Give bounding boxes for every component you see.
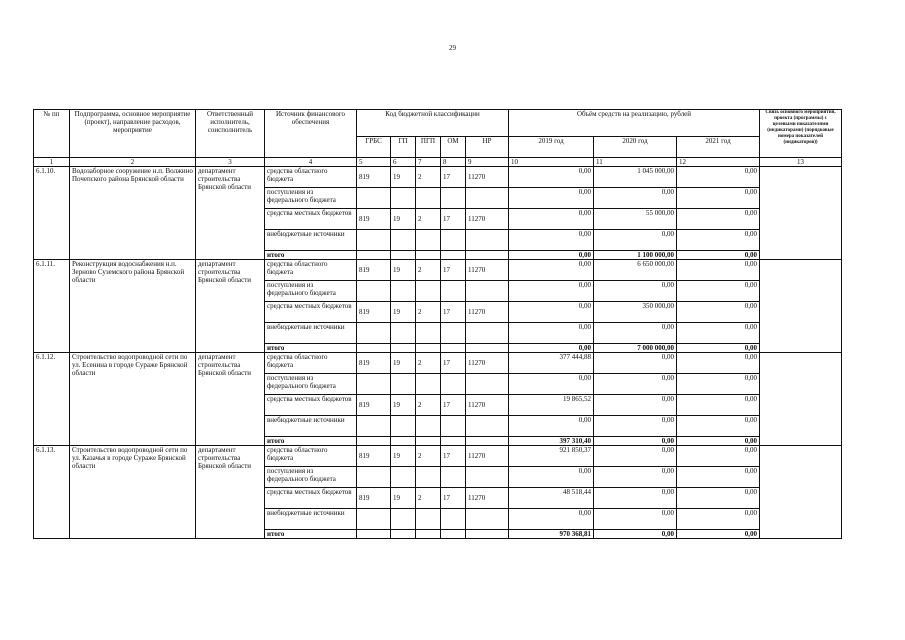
code-grbs: 819 (357, 353, 391, 374)
amount-2020: 0,00 (594, 323, 677, 344)
total-2019: 0,00 (509, 344, 594, 353)
code-gp (391, 467, 416, 488)
header-pgp: ПГП (416, 137, 441, 158)
code-empty (357, 344, 391, 353)
row-number: 6.1.11. (34, 260, 70, 353)
amount-2020: 0,00 (594, 353, 677, 374)
row-number: 6.1.13. (34, 446, 70, 539)
amount-2021: 0,00 (677, 323, 760, 344)
code-grbs (357, 416, 391, 437)
header-2021: 2021 год (677, 137, 760, 158)
funding-source: поступления из федерального бюджета (265, 281, 357, 302)
measure-name: Водозаборное сооружение н.п. Волжино Почепского района Брянской области (70, 167, 196, 260)
amount-2020: 55 000,00 (594, 209, 677, 230)
row-number: 6.1.10. (34, 167, 70, 260)
funding-source: поступления из федерального бюджета (265, 188, 357, 209)
code-nr (466, 374, 509, 395)
code-grbs: 819 (357, 167, 391, 188)
amount-2019: 19 865,52 (509, 395, 594, 416)
code-empty (441, 251, 466, 260)
total-label: итого (265, 437, 357, 446)
column-number: 13 (760, 158, 842, 167)
code-om: 17 (441, 260, 466, 281)
page-number: 29 (449, 44, 456, 52)
amount-2019: 0,00 (509, 281, 594, 302)
code-empty (441, 437, 466, 446)
funding-source: средства местных бюджетов (265, 209, 357, 230)
amount-2019: 0,00 (509, 188, 594, 209)
code-grbs: 819 (357, 302, 391, 323)
code-nr: 11270 (466, 209, 509, 230)
code-nr: 11270 (466, 167, 509, 188)
code-om: 17 (441, 209, 466, 230)
total-2020: 7 000 000,00 (594, 344, 677, 353)
amount-2021: 0,00 (677, 230, 760, 251)
code-nr (466, 323, 509, 344)
amount-2020: 0,00 (594, 416, 677, 437)
code-grbs (357, 374, 391, 395)
code-gp (391, 323, 416, 344)
code-nr: 11270 (466, 488, 509, 509)
header-2019: 2019 год (509, 137, 594, 158)
code-grbs: 819 (357, 446, 391, 467)
code-grbs (357, 323, 391, 344)
code-gp (391, 281, 416, 302)
code-pgp: 2 (416, 302, 441, 323)
code-grbs (357, 230, 391, 251)
header-source: Источник финансового обеспечения (265, 110, 357, 158)
header-num: № пп (34, 110, 70, 158)
code-gp: 19 (391, 446, 416, 467)
amount-2021: 0,00 (677, 509, 760, 530)
code-empty (357, 251, 391, 260)
code-gp (391, 230, 416, 251)
code-gp: 19 (391, 167, 416, 188)
code-empty (391, 344, 416, 353)
amount-2021: 0,00 (677, 374, 760, 395)
code-pgp: 2 (416, 395, 441, 416)
code-pgp (416, 230, 441, 251)
code-grbs (357, 281, 391, 302)
executor: департамент строительства Брянской области (196, 446, 265, 539)
total-label: итого (265, 344, 357, 353)
code-empty (357, 530, 391, 539)
column-number: 11 (594, 158, 677, 167)
total-label: итого (265, 251, 357, 260)
amount-2020: 0,00 (594, 509, 677, 530)
code-pgp: 2 (416, 488, 441, 509)
code-om (441, 230, 466, 251)
funding-source: средства областного бюджета (265, 446, 357, 467)
funding-source: средства областного бюджета (265, 353, 357, 374)
total-2020: 0,00 (594, 437, 677, 446)
total-2020: 0,00 (594, 530, 677, 539)
code-empty (416, 251, 441, 260)
measure-name: Строительство водопроводной сети по ул. Есенина в городе Сураже Брянской области (70, 353, 196, 446)
code-om: 17 (441, 395, 466, 416)
code-gp: 19 (391, 209, 416, 230)
code-pgp (416, 509, 441, 530)
amount-2019: 377 444,88 (509, 353, 594, 374)
code-empty (391, 530, 416, 539)
funding-source: внебюджетные источники (265, 230, 357, 251)
code-om (441, 509, 466, 530)
code-empty (441, 344, 466, 353)
amount-2020: 6 650 000,00 (594, 260, 677, 281)
amount-2019: 0,00 (509, 323, 594, 344)
code-pgp: 2 (416, 446, 441, 467)
code-nr: 11270 (466, 302, 509, 323)
header-gp: ГП (391, 137, 416, 158)
header-budget-code: Код бюджетной классификации (357, 110, 509, 137)
code-pgp (416, 188, 441, 209)
measure-name: Реконструкция водоснабжения н.п. Зерново Суземского района Брянской области (70, 260, 196, 353)
code-om: 17 (441, 302, 466, 323)
code-pgp: 2 (416, 167, 441, 188)
code-pgp: 2 (416, 260, 441, 281)
amount-2021: 0,00 (677, 395, 760, 416)
code-empty (466, 344, 509, 353)
amount-2021: 0,00 (677, 353, 760, 374)
total-2019: 970 368,81 (509, 530, 594, 539)
code-empty (416, 344, 441, 353)
amount-2021: 0,00 (677, 416, 760, 437)
code-om (441, 374, 466, 395)
code-nr: 11270 (466, 260, 509, 281)
total-2019: 0,00 (509, 251, 594, 260)
amount-2019: 0,00 (509, 416, 594, 437)
funding-source: внебюджетные источники (265, 509, 357, 530)
table-row (34, 353, 842, 374)
table-row (34, 260, 842, 281)
amount-2021: 0,00 (677, 302, 760, 323)
code-pgp (416, 281, 441, 302)
code-empty (416, 437, 441, 446)
code-nr (466, 416, 509, 437)
amount-2020: 0,00 (594, 467, 677, 488)
amount-2020: 0,00 (594, 230, 677, 251)
total-2020: 1 100 000,00 (594, 251, 677, 260)
code-grbs (357, 509, 391, 530)
code-om: 17 (441, 446, 466, 467)
amount-2021: 0,00 (677, 209, 760, 230)
funding-source: средства областного бюджета (265, 260, 357, 281)
code-gp: 19 (391, 395, 416, 416)
amount-2021: 0,00 (677, 188, 760, 209)
code-gp: 19 (391, 488, 416, 509)
code-om: 17 (441, 488, 466, 509)
amount-2021: 0,00 (677, 167, 760, 188)
code-gp (391, 416, 416, 437)
amount-2021: 0,00 (677, 467, 760, 488)
amount-2020: 0,00 (594, 188, 677, 209)
total-2021: 0,00 (677, 437, 760, 446)
code-om: 17 (441, 167, 466, 188)
code-gp: 19 (391, 260, 416, 281)
column-number: 12 (677, 158, 760, 167)
header-grbs: ГРБС (357, 137, 391, 158)
code-gp (391, 374, 416, 395)
funding-source: поступления из федерального бюджета (265, 374, 357, 395)
header-row (34, 110, 842, 137)
executor: департамент строительства Брянской области (196, 353, 265, 446)
code-gp: 19 (391, 353, 416, 374)
code-empty (416, 530, 441, 539)
column-number: 3 (196, 158, 265, 167)
amount-2019: 48 518,44 (509, 488, 594, 509)
code-empty (466, 437, 509, 446)
code-nr (466, 230, 509, 251)
column-number: 9 (466, 158, 509, 167)
budget-table (33, 109, 842, 539)
code-grbs: 819 (357, 488, 391, 509)
header-link: Связь основного мероприятия, проекта (программы) с целевыми показателями (индикаторами) (порядковые номера показателей (индикаторов)) (760, 110, 842, 158)
code-gp: 19 (391, 302, 416, 323)
code-nr (466, 281, 509, 302)
total-2021: 0,00 (677, 344, 760, 353)
code-nr (466, 509, 509, 530)
column-number: 1 (34, 158, 70, 167)
code-om (441, 323, 466, 344)
column-number: 2 (70, 158, 196, 167)
funding-source: средства местных бюджетов (265, 488, 357, 509)
amount-2021: 0,00 (677, 260, 760, 281)
header-subprogram: Подпрограмма, основное мероприятие (проект), направление расходов, мероприятие (70, 110, 196, 158)
column-number: 5 (357, 158, 391, 167)
code-grbs: 819 (357, 395, 391, 416)
amount-2019: 921 850,37 (509, 446, 594, 467)
executor: департамент строительства Брянской области (196, 167, 265, 260)
code-pgp (416, 416, 441, 437)
code-om (441, 416, 466, 437)
amount-2019: 0,00 (509, 509, 594, 530)
code-om (441, 281, 466, 302)
column-number: 7 (416, 158, 441, 167)
code-nr: 11270 (466, 353, 509, 374)
funding-source: средства местных бюджетов (265, 395, 357, 416)
funding-source: внебюджетные источники (265, 323, 357, 344)
amount-2020: 1 045 000,00 (594, 167, 677, 188)
column-number: 4 (265, 158, 357, 167)
total-label: итого (265, 530, 357, 539)
header-om: ОМ (441, 137, 466, 158)
indicator-link (760, 446, 842, 539)
code-empty (357, 437, 391, 446)
amount-2019: 0,00 (509, 260, 594, 281)
table-row (34, 446, 842, 467)
code-gp (391, 509, 416, 530)
code-pgp (416, 467, 441, 488)
code-empty (441, 530, 466, 539)
indicator-link (760, 353, 842, 446)
code-grbs (357, 188, 391, 209)
indicator-link (760, 167, 842, 260)
amount-2020: 0,00 (594, 374, 677, 395)
code-nr (466, 467, 509, 488)
column-number: 10 (509, 158, 594, 167)
amount-2020: 0,00 (594, 446, 677, 467)
amount-2021: 0,00 (677, 446, 760, 467)
funding-source: поступления из федерального бюджета (265, 467, 357, 488)
code-empty (391, 437, 416, 446)
header-executor: Ответственный исполнитель, соисполнитель (196, 110, 265, 158)
header-2020: 2020 год (594, 137, 677, 158)
column-number: 6 (391, 158, 416, 167)
funding-source: средства областного бюджета (265, 167, 357, 188)
code-empty (466, 530, 509, 539)
column-number-row (34, 158, 842, 167)
code-om: 17 (441, 353, 466, 374)
total-2021: 0,00 (677, 251, 760, 260)
measure-name: Строительство водопроводной сети по ул. Казачья в городе Сураже Брянской области (70, 446, 196, 539)
code-pgp (416, 323, 441, 344)
code-grbs (357, 467, 391, 488)
amount-2021: 0,00 (677, 488, 760, 509)
amount-2020: 0,00 (594, 488, 677, 509)
amount-2019: 0,00 (509, 374, 594, 395)
row-number: 6.1.12. (34, 353, 70, 446)
header-nr: НР (466, 137, 509, 158)
amount-2020: 350 000,00 (594, 302, 677, 323)
executor: департамент строительства Брянской области (196, 260, 265, 353)
code-grbs: 819 (357, 260, 391, 281)
amount-2019: 0,00 (509, 467, 594, 488)
code-pgp: 2 (416, 209, 441, 230)
code-empty (391, 251, 416, 260)
total-2019: 397 310,40 (509, 437, 594, 446)
amount-2019: 0,00 (509, 167, 594, 188)
amount-2019: 0,00 (509, 209, 594, 230)
code-nr (466, 188, 509, 209)
indicator-link (760, 260, 842, 353)
column-number: 8 (441, 158, 466, 167)
amount-2020: 0,00 (594, 395, 677, 416)
code-nr: 11270 (466, 446, 509, 467)
code-empty (466, 251, 509, 260)
code-pgp (416, 374, 441, 395)
code-om (441, 188, 466, 209)
total-2021: 0,00 (677, 530, 760, 539)
amount-2020: 0,00 (594, 281, 677, 302)
code-pgp: 2 (416, 353, 441, 374)
amount-2019: 0,00 (509, 230, 594, 251)
code-nr: 11270 (466, 395, 509, 416)
code-om (441, 467, 466, 488)
funding-source: средства местных бюджетов (265, 302, 357, 323)
code-grbs: 819 (357, 209, 391, 230)
table-row (34, 167, 842, 188)
amount-2021: 0,00 (677, 281, 760, 302)
header-volume: Объём средств на реализацию, рублей (509, 110, 760, 137)
code-gp (391, 188, 416, 209)
funding-source: внебюджетные источники (265, 416, 357, 437)
amount-2019: 0,00 (509, 302, 594, 323)
